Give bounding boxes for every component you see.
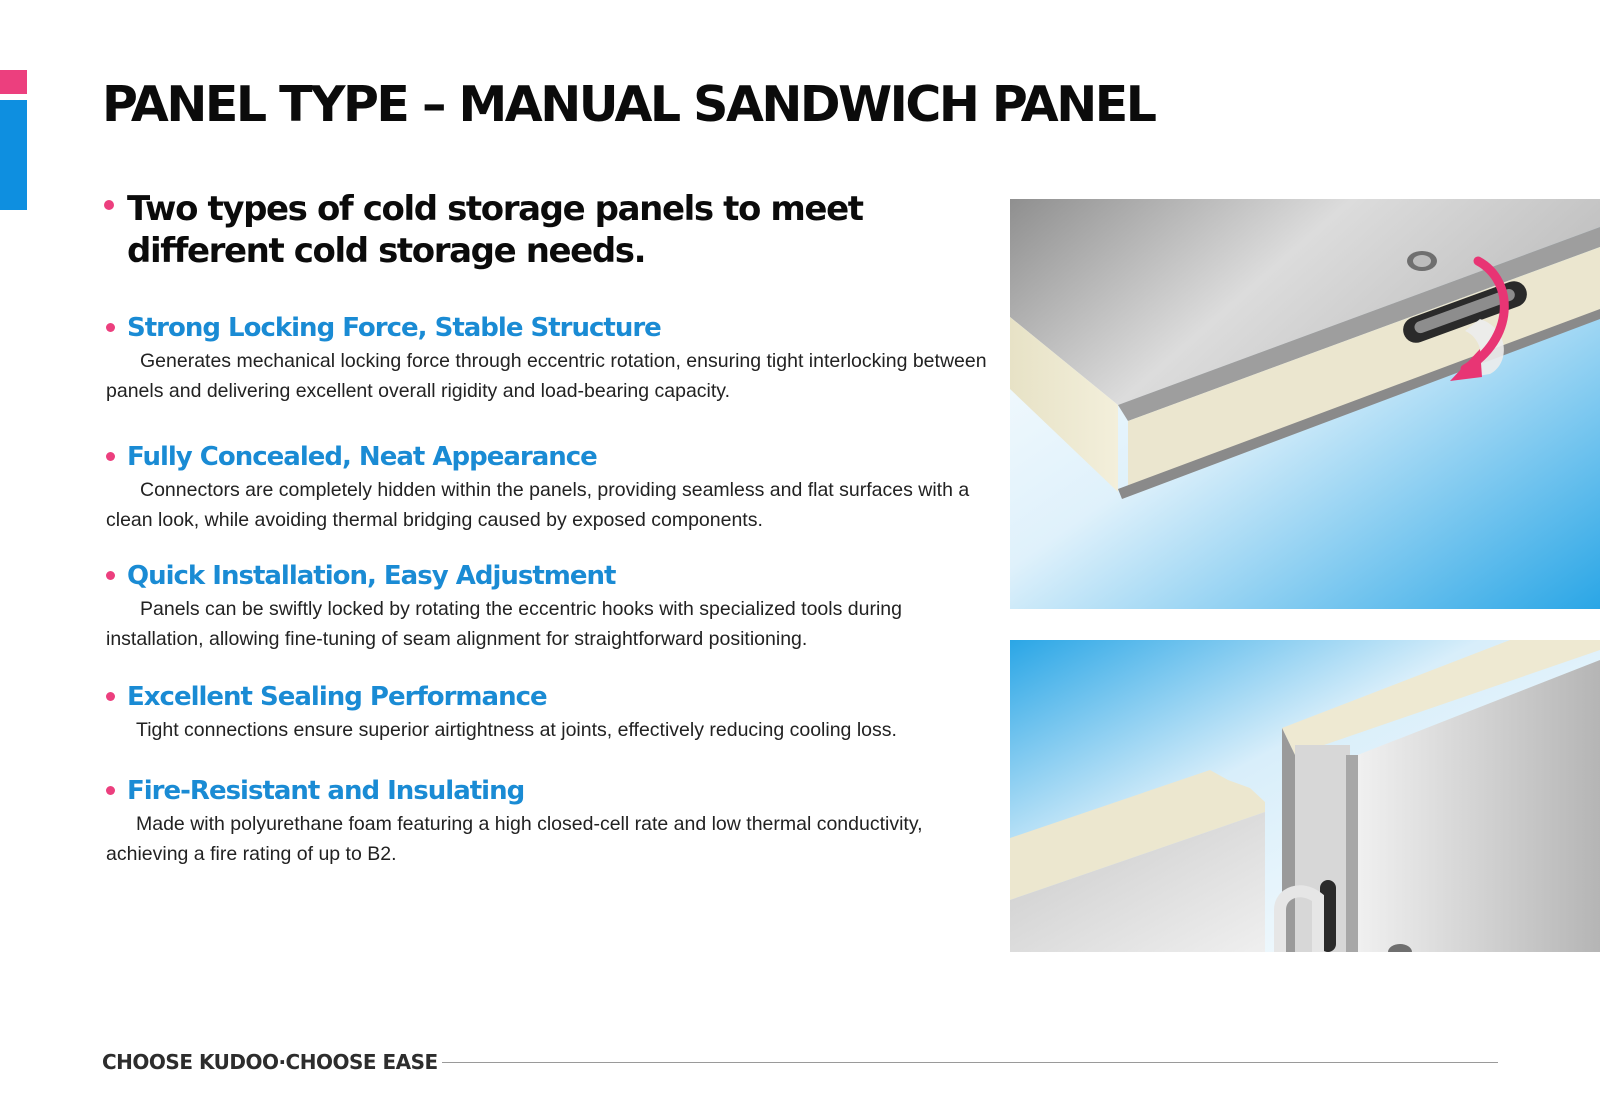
- feature-concealed: [104, 441, 1004, 535]
- feature-sealing: [104, 681, 1004, 745]
- feature-description: Panels can be swiftly locked by rotating the eccentric hooks with specialized tools during installation, allowing fine-tuning of seam alignment for straightforward positioning.: [106, 598, 902, 650]
- feature-fire-resistant: [104, 775, 1004, 869]
- feature-title: Fire-Resistant and Insulating: [127, 776, 525, 806]
- feature-description: Generates mechanical locking force through eccentric rotation, ensuring tight interlocking between panels and delivering excellent overall rigidity and load-bearing capacity.: [106, 350, 987, 402]
- lead-text: Two types of cold storage panels to meet different cold storage needs.: [127, 189, 863, 271]
- panel-joint-illustration: [1010, 640, 1600, 952]
- bullet-dot: [106, 692, 115, 701]
- accent-bar-blue: [0, 100, 27, 210]
- feature-title: Strong Locking Force, Stable Structure: [127, 313, 661, 343]
- panel-lock-illustration: [1010, 199, 1600, 609]
- feature-description: Made with polyurethane foam featuring a high closed-cell rate and low thermal conductivity, achieving a fire rating of up to B2.: [106, 813, 923, 865]
- bullet-dot: [106, 323, 115, 332]
- feature-description: Connectors are completely hidden within the panels, providing seamless and flat surfaces with a clean look, while avoiding thermal bridging caused by exposed components.: [106, 479, 970, 531]
- bullet-dot: [106, 452, 115, 461]
- bullet-dot: [104, 200, 114, 210]
- bullet-dot: [106, 571, 115, 580]
- feature-title: Quick Installation, Easy Adjustment: [127, 561, 616, 591]
- panel-lock-image: [1010, 199, 1600, 609]
- page-title: PANEL TYPE – MANUAL SANDWICH PANEL: [102, 76, 1155, 133]
- bullet-dot: [106, 786, 115, 795]
- lead-bullet: [104, 188, 964, 272]
- panel-joint-image: [1010, 640, 1600, 952]
- feature-installation: [104, 560, 1004, 654]
- footer-divider: [442, 1062, 1498, 1063]
- feature-title: Fully Concealed, Neat Appearance: [127, 442, 597, 472]
- feature-description: Tight connections ensure superior airtightness at joints, effectively reducing cooling loss.: [136, 719, 897, 741]
- feature-title: Excellent Sealing Performance: [127, 682, 547, 712]
- footer-slogan: CHOOSE KUDOO·CHOOSE EASE: [102, 1050, 438, 1074]
- feature-locking-force: [104, 312, 1004, 406]
- accent-bar-pink: [0, 70, 27, 94]
